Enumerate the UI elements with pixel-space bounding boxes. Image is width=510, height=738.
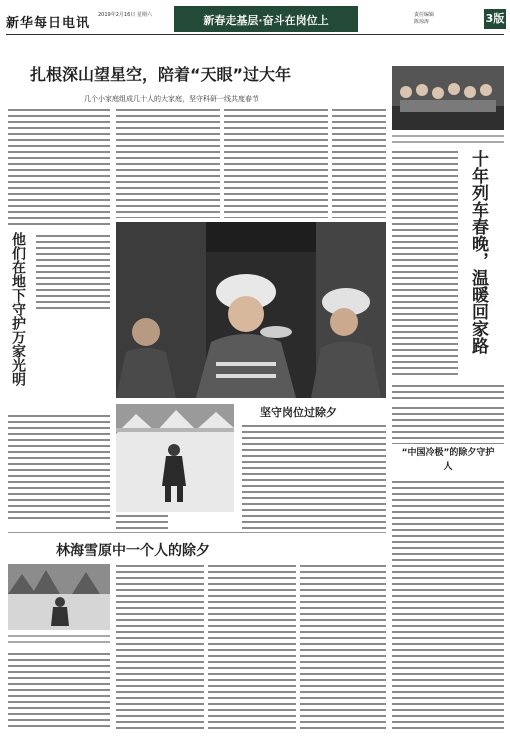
masthead [6,6,504,35]
snow-patrol-photo [116,404,234,512]
forest-article-column-2 [208,562,296,730]
photo-story-block [238,404,386,532]
right-vertical-headline: 十年列车春晚，温暖回家路 [468,150,488,354]
forest-article-column-1 [116,562,204,730]
section-divider [8,532,386,533]
paper-logo: 新华每日电讯 [6,16,91,31]
forest-headline: 林海雪原中一个人的除夕 [56,543,210,559]
main-article-column-1 [8,106,110,226]
firefighters-photo-graphic [116,222,386,398]
team-photo-graphic [392,66,504,130]
snow-patrol-photo-graphic [116,404,234,512]
right-article-column-1 [392,148,458,378]
editor-name: 陈琼涛 [414,19,430,25]
photo-story-headline: 坚守岗位过除夕 [260,406,337,419]
right-article-column-2 [392,382,504,402]
forest-photo-graphic [8,564,110,630]
right-lower-text-2 [392,478,504,730]
cold-pole-title: “中国冷极”的除夕守护人 [401,448,495,472]
forest-photo-caption [8,632,110,646]
main-subheadline: 几个小家庭组成几十人的大家庭，坚守科研一线共度春节 [84,95,259,103]
forest-article-column-3 [300,562,386,730]
main-article-column-2 [116,106,220,218]
dateline [98,12,152,19]
left-vertical-headline: 他们在地下守护万家光明 [10,232,26,386]
team-photo-caption [392,132,504,144]
editor-credit [414,12,434,26]
firefighters-photo [116,222,386,398]
forest-photo [8,564,110,630]
left-article-intro [36,232,110,310]
forest-article-intro [8,650,110,730]
page-number: 3版 [484,9,506,29]
banner-text: 新春走基层·奋斗在岗位上 [203,14,329,27]
main-article-column-4 [332,106,386,218]
weekday: 星期六 [136,12,152,18]
team-photo [392,66,504,130]
section-banner [174,6,358,32]
photo-story-text [242,422,386,530]
date: 2019年2月16日 [98,12,136,18]
main-headline: 扎根深山望星空，陪着“天眼”过大年 [30,65,292,84]
right-lower-text-1 [392,404,504,444]
left-article-body [8,412,110,522]
editor-label: 责任编辑 [414,12,435,18]
main-article-column-3 [224,106,328,218]
